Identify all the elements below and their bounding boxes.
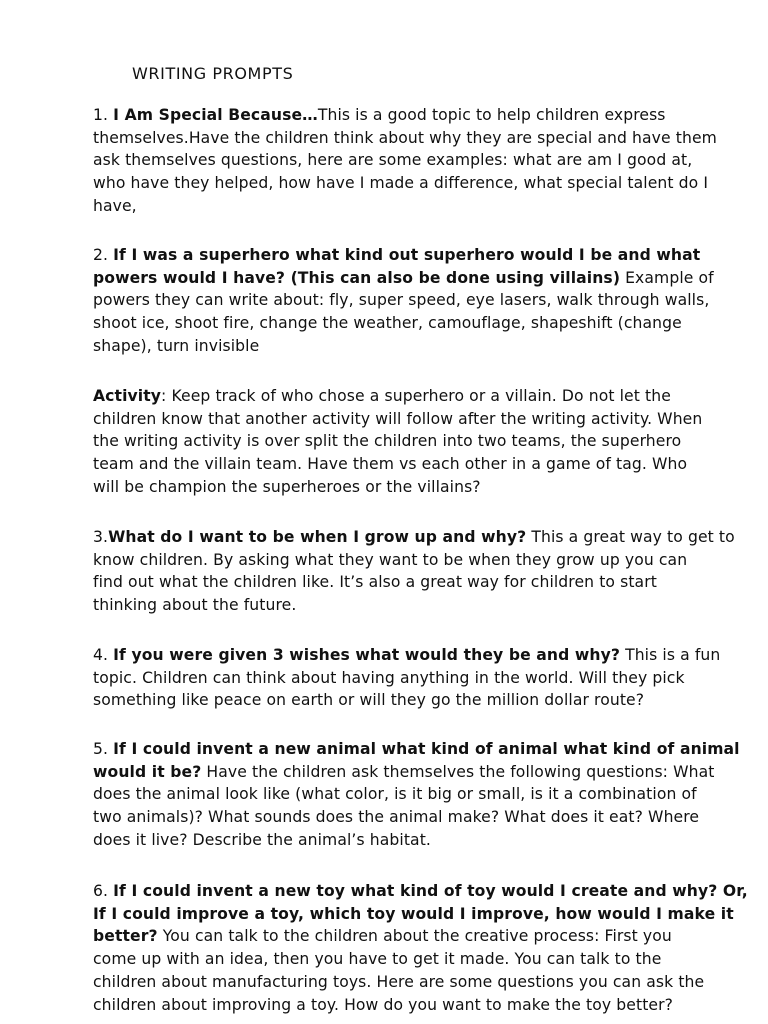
text-run: 1. [93,106,114,124]
bold-text-run: would it be? [93,762,202,781]
prompt-2 [93,244,753,358]
text-line [93,783,753,806]
text-line [93,667,753,690]
text-run: Example of [620,268,714,287]
text-run: 2. [93,246,114,264]
text-run: This is a fun [620,646,721,664]
text-run: : Keep track of who chose a superhero or a villain. Do not let the [161,387,671,405]
text-line [93,476,753,499]
text-run: children about manufacturing toys. Here are some questions you can ask the [93,972,705,991]
bold-text-run: If I could improve a toy, which toy would I improve, how would I make it [93,904,734,923]
text-line [93,385,753,408]
text-line [93,644,753,667]
text-line [93,829,753,852]
bold-text-run: better? [93,927,158,946]
text-line [93,903,753,926]
text-line [93,738,753,761]
text-line [93,948,753,971]
text-line [93,408,753,431]
prompt-3 [93,526,753,617]
text-line [93,289,753,312]
text-run: shoot ice, shoot fire, change the weather, camouflage, shapeshift (change [93,314,682,333]
text-line [93,104,753,127]
text-line [93,312,753,335]
text-run: themselves.Have the children think about why they are special and have them [93,128,717,147]
text-run: This a great way to get to [526,528,735,546]
prompt-6 [93,880,753,1016]
text-run: find out what the children like. It’s also a great way for children to start [93,573,657,592]
text-line [93,526,753,549]
bold-text-run: If I could invent a new animal what kind of animal what kind of animal [113,740,740,758]
activity-note [93,385,753,499]
text-run: something like peace on earth or will they go the million dollar route? [93,691,645,710]
text-run: ask themselves questions, here are some examples: what are am I good at, [93,151,693,170]
text-run: does the animal look like (what color, is it big or small, is it a combination of [93,785,697,804]
text-line [93,195,753,218]
bold-text-run: If I could invent a new toy what kind of toy would I create and why? Or, [113,882,748,900]
text-run: children know that another activity will follow after the writing activity. When [93,409,703,428]
text-line [93,925,753,948]
text-run: children about improving a toy. How do you want to make the toy better? [93,995,674,1014]
text-run: will be champion the superheroes or the villains? [93,477,481,496]
prompt-5 [93,738,753,852]
bold-text-run: I Am Special Because… [113,106,318,124]
text-run: team and the villain team. Have them vs each other in a game of tag. Who [93,455,688,474]
text-run: thinking about the future. [93,596,297,615]
text-run: You can talk to the children about the creative process: First you [157,927,672,946]
text-line [93,453,753,476]
text-run: topic. Children can think about having anything in the world. Will they pick [93,668,685,687]
text-run: two animals)? What sounds does the animal make? What does it eat? Where [93,808,700,827]
text-line [93,689,753,712]
text-line [93,761,753,784]
text-run: come up with an idea, then you have to get it made. You can talk to the [93,950,662,969]
text-run: have, [93,196,137,215]
text-run: 5. [93,740,114,758]
prompt-4 [93,644,753,712]
text-run: the writing activity is over split the children into two teams, the superhero [93,432,682,451]
text-run: 6. [93,882,114,900]
text-line [93,127,753,150]
text-line [93,172,753,195]
bold-text-run: What do I want to be when I grow up and why? [108,528,527,546]
text-line [93,267,753,290]
text-run: know children. By asking what they want to be when they grow up you can [93,550,688,569]
bold-text-run: If you were given 3 wishes what would they be and why? [113,646,621,664]
text-run: Have the children ask themselves the following questions: What [201,762,715,781]
text-run: does it live? Describe the animal’s habitat. [93,830,431,849]
text-line [93,971,753,994]
text-run: shape), turn invisible [93,336,260,355]
bold-text-run: Activity [93,387,162,405]
bold-text-run: If I was a superhero what kind out superhero would I be and what [113,246,701,264]
text-line [93,335,753,358]
text-line [93,594,753,617]
bold-text-run: powers would I have? (This can also be done using villains) [93,268,621,287]
text-line [93,149,753,172]
text-line [93,571,753,594]
text-line [93,994,753,1017]
text-run: 3. [93,528,109,546]
page-title: WRITING PROMPTS [132,64,294,83]
text-run: who have they helped, how have I made a difference, what special talent do I [93,174,709,193]
text-line [93,549,753,572]
text-line [93,244,753,267]
text-line [93,430,753,453]
text-run: This is a good topic to help children express [317,106,666,124]
text-line [93,806,753,829]
text-run: 4. [93,646,114,664]
prompt-1 [93,104,753,218]
text-run: powers they can write about: fly, super speed, eye lasers, walk through walls, [93,291,710,310]
text-line [93,880,753,903]
